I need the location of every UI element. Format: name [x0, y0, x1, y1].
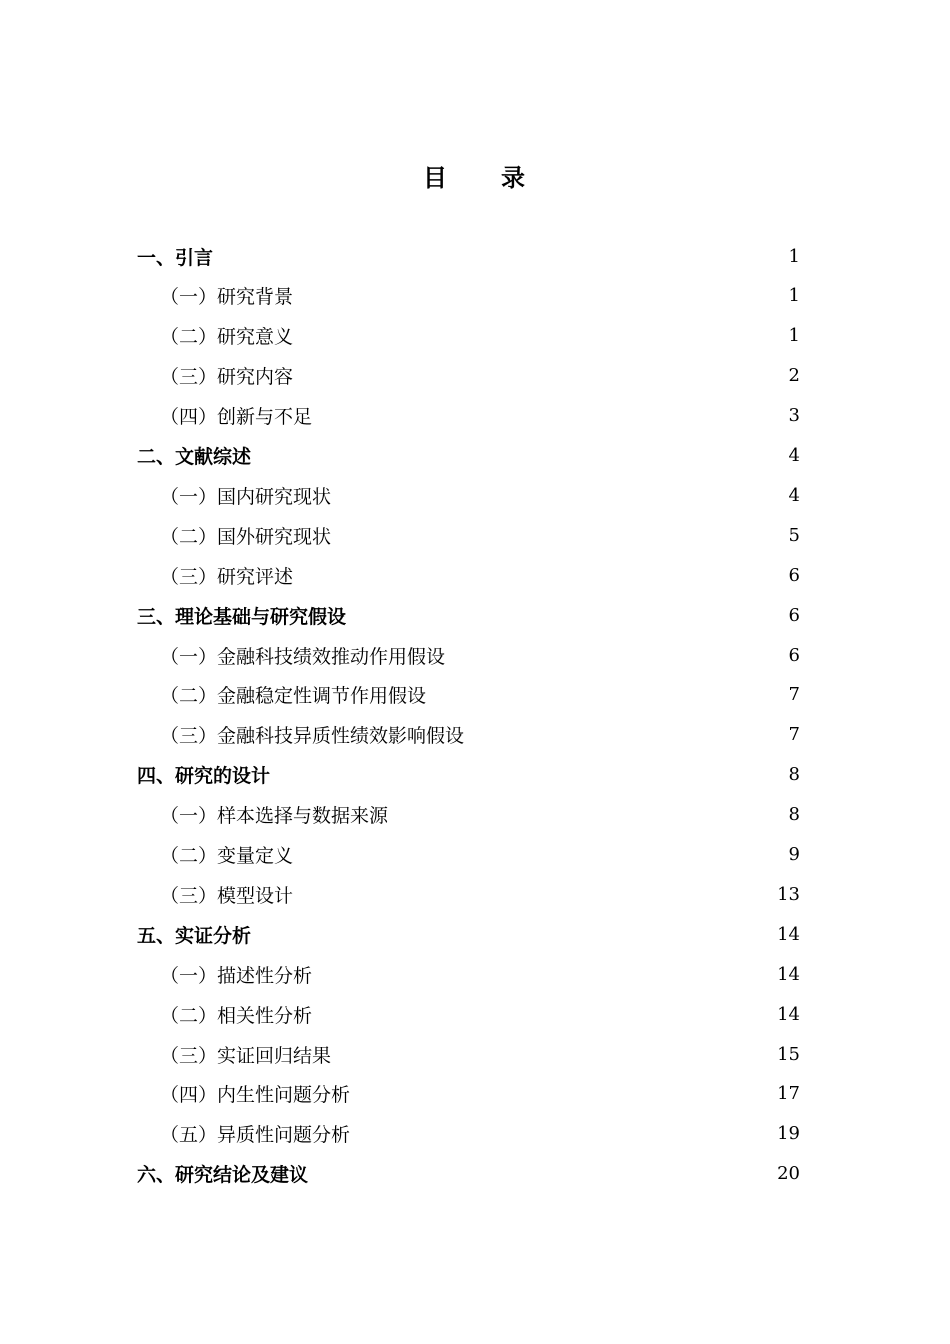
toc-entry-label: （一）研究背景 [160, 286, 294, 309]
toc-entry-label: （四）创新与不足 [160, 406, 313, 429]
title-char-1: 目 [423, 164, 449, 192]
toc-entry-label: （一）金融科技绩效推动作用假设 [160, 645, 446, 668]
toc-entry-page-number: 7 [788, 684, 800, 706]
toc-dot-leader [316, 994, 775, 1034]
toc-entry-label: （三）实证回归结果 [160, 1044, 332, 1067]
toc-entry-label: （三）金融科技异质性绩效影响假设 [160, 725, 465, 748]
toc-dot-leader [297, 276, 787, 316]
toc-dot-leader [316, 954, 775, 994]
toc-entry-label: 五、实证分析 [137, 924, 252, 947]
toc-dot-leader [335, 1034, 775, 1074]
toc-entry-page-number: 1 [788, 245, 800, 267]
toc-dot-leader [312, 1154, 775, 1194]
toc-entry-page-number: 6 [788, 644, 800, 666]
toc-section-entry[interactable] [160, 675, 800, 715]
toc-dot-leader [350, 595, 787, 635]
toc-section-entry[interactable] [160, 515, 800, 555]
toc-entry-label: （二）相关性分析 [160, 1004, 313, 1027]
toc-dot-leader [297, 874, 775, 914]
toc-entry-label: （二）金融稳定性调节作用假设 [160, 685, 427, 708]
toc-section-entry[interactable] [160, 356, 800, 396]
toc-chapter-entry[interactable] [137, 436, 800, 476]
toc-section-entry[interactable] [160, 1074, 800, 1114]
toc-entry-label: （五）异质性问题分析 [160, 1124, 351, 1147]
toc-section-entry[interactable] [160, 475, 800, 515]
toc-section-entry[interactable] [160, 396, 800, 436]
toc-entry-page-number: 13 [777, 883, 800, 905]
toc-entry-label: （一）样本选择与数据来源 [160, 805, 389, 828]
toc-entry-page-number: 7 [788, 724, 800, 746]
toc-entry-page-number: 6 [788, 564, 800, 586]
toc-section-entry[interactable] [160, 1034, 800, 1074]
toc-entry-page-number: 5 [788, 524, 800, 546]
toc-dot-leader [217, 236, 787, 276]
toc-dot-leader [335, 515, 787, 555]
toc-section-entry[interactable] [160, 316, 800, 356]
toc-entry-label: （二）研究意义 [160, 326, 294, 349]
toc-dot-leader [255, 436, 787, 476]
toc-section-entry[interactable] [160, 795, 800, 835]
toc-entry-label: 六、研究结论及建议 [137, 1164, 309, 1187]
toc-entry-label: 一、引言 [137, 246, 214, 269]
toc-entry-page-number: 4 [788, 445, 800, 466]
toc-entry-page-number: 20 [777, 1163, 800, 1185]
page-title [0, 158, 950, 193]
toc-section-entry[interactable] [160, 715, 800, 755]
toc-entry-page-number: 8 [788, 764, 800, 786]
toc-dot-leader [255, 914, 775, 954]
toc-section-entry[interactable] [160, 954, 800, 994]
toc-entry-page-number: 19 [777, 1123, 800, 1145]
title-char-2: 录 [501, 164, 527, 192]
toc-entry-page-number: 9 [788, 844, 800, 865]
toc-entry-page-number: 8 [788, 804, 800, 826]
toc-section-entry[interactable] [160, 835, 800, 875]
toc-entry-page-number: 14 [777, 1003, 800, 1025]
toc-entry-label: （一）描述性分析 [160, 964, 313, 987]
toc-entry-page-number: 1 [788, 285, 800, 307]
toc-entry-page-number: 14 [777, 963, 800, 985]
toc-section-entry[interactable] [160, 555, 800, 595]
toc-chapter-entry[interactable] [137, 755, 800, 795]
toc-section-entry[interactable] [160, 874, 800, 914]
toc-entry-label: 三、理论基础与研究假设 [137, 605, 347, 628]
toc-dot-leader [297, 835, 787, 875]
toc-chapter-entry[interactable] [137, 236, 800, 276]
toc-entry-page-number: 14 [777, 923, 800, 945]
toc-entry-page-number: 4 [788, 484, 800, 506]
toc-dot-leader [392, 795, 787, 835]
toc-chapter-entry[interactable] [137, 1154, 800, 1194]
toc-entry-label: （二）国外研究现状 [160, 525, 332, 548]
toc-entry-page-number: 17 [777, 1083, 800, 1105]
toc-dot-leader [316, 396, 787, 436]
toc-chapter-entry[interactable] [137, 914, 800, 954]
toc-section-entry[interactable] [160, 1114, 800, 1154]
toc-dot-leader [449, 635, 787, 675]
toc-dot-leader [297, 316, 787, 356]
toc-entry-page-number: 2 [788, 365, 800, 387]
toc-dot-leader [297, 555, 787, 595]
toc-dot-leader [430, 675, 787, 715]
toc-dot-leader [354, 1074, 775, 1114]
toc-entry-label: （三）研究内容 [160, 366, 294, 389]
toc-chapter-entry[interactable] [137, 595, 800, 635]
toc-entry-label: （一）国内研究现状 [160, 485, 332, 508]
toc-entry-label: （三）研究评述 [160, 565, 294, 588]
toc-dot-leader [468, 715, 787, 755]
toc-dot-leader [354, 1114, 775, 1154]
toc-dot-leader [274, 755, 787, 795]
toc-section-entry[interactable] [160, 276, 800, 316]
toc-entry-label: （四）内生性问题分析 [160, 1084, 351, 1107]
toc-section-entry[interactable] [160, 635, 800, 675]
toc-entry-page-number: 1 [788, 325, 800, 347]
toc-entry-page-number: 6 [788, 604, 800, 626]
toc-entry-label: 二、文献综述 [137, 446, 252, 468]
toc-dot-leader [297, 356, 787, 396]
toc-dot-leader [335, 475, 787, 515]
toc-entry-page-number: 3 [788, 405, 800, 427]
toc-entry-label: （三）模型设计 [160, 884, 294, 907]
toc-entry-page-number: 15 [777, 1043, 800, 1065]
toc-section-entry[interactable] [160, 994, 800, 1034]
toc-entry-label: （二）变量定义 [160, 845, 294, 867]
toc-entry-label: 四、研究的设计 [137, 765, 271, 788]
